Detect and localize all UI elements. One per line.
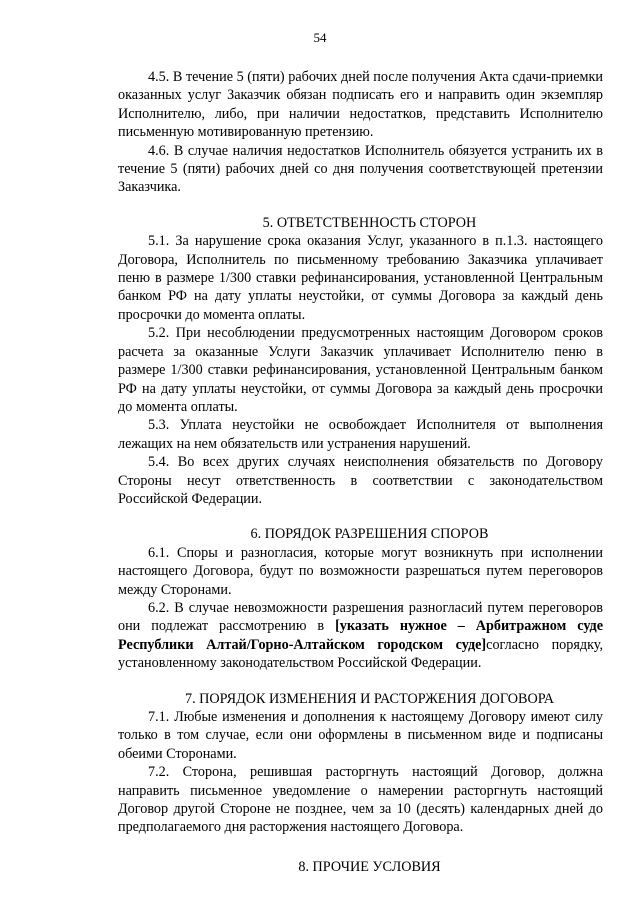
clause-7-1: 7.1. Любые изменения и дополнения к настоящему Договору имеют силу только в том случае, если они оформлены в письменном виде и подписаны обеими Сторонами. [118, 709, 603, 762]
clause-6-2 [118, 599, 603, 673]
clause-4-6: 4.6. В случае наличия недостатков Исполнитель обязуется устранить их в течение 5 (пяти) рабочих дней со дня получения соответствующей претензии Заказчика. [118, 142, 603, 196]
section-5-heading: 5. ОТВЕТСТВЕННОСТЬ СТОРОН [262, 214, 477, 231]
clause-6-2-start: 6.2. В случае невозможности разрешения разногласий путем переговоров они подлежат рассмотрению в [118, 599, 603, 635]
section-6-heading: 6. ПОРЯДОК РАЗРЕШЕНИЯ СПОРОВ [250, 526, 489, 543]
clause-5-1: 5.1. За нарушение срока оказания Услуг, указанного в п.1.3. настоящего Договора, Исполнитель по письменному требованию Заказчика уплачивает пеню в размере 1/300 ставки рефинансирования, установленной Центральным банком РФ на дату уплаты неустойки, от суммы Договора за каждый день просрочки до момента оплаты. [118, 233, 603, 323]
clause-7-2: 7.2. Сторона, решившая расторгнуть настоящий Договор, должна направить письменное уведомление о намерении расторгнуть настоящий Договор другой Стороне не позднее, чем за 10 (десять) календарных дней до предполагаемого дня расторжения настоящего Договора. [118, 764, 603, 836]
clause-6-2-court-placeholder: [указать нужное – Арбитражном суде Республики Алтай/Горно-Алтайском городском суде] [118, 618, 604, 653]
section-7-heading: 7. ПОРЯДОК ИЗМЕНЕНИЯ И РАСТОРЖЕНИЯ ДОГОВОРА [184, 690, 555, 707]
document-body [118, 68, 603, 876]
clause-5-3: 5.3. Уплата неустойки не освобождает Исполнителя от выполнения лежащих на нем обязательств или устранения нарушений. [118, 417, 603, 452]
clause-5-2: 5.2. При несоблюдении предусмотренных настоящим Договором сроков расчета за оказанные Услуги Заказчик уплачивает Исполнителю пеню в размере 1/300 ставки рефинансирования, установленной Центральным банком РФ на дату уплаты неустойки, от суммы Договора за каждый день просрочки до момента оплаты. [118, 325, 603, 415]
clause-6-2-end: согласно порядку, установленному законодательством Российской Федерации. [118, 636, 603, 672]
page-number: 54 [313, 30, 327, 45]
clause-5-4: 5.4. Во всех других случаях неисполнения обязательств по Договору Стороны несут ответственность в соответствии с законодательством Российской Федерации. [118, 454, 603, 507]
section-8-heading: 8. ПРОЧИЕ УСЛОВИЯ [298, 858, 441, 875]
clause-4-5: 4.5. В течение 5 (пяти) рабочих дней после получения Акта сдачи-приемки оказанных услуг Заказчик обязан подписать его и направить один экземпляр Исполнителю, либо, при наличии недостатков, представить Исполнителю письменную мотивированную претензию. [118, 69, 603, 141]
clause-6-1: 6.1. Споры и разногласия, которые могут возникнуть при исполнении настоящего Договора, будут по возможности разрешаться путем переговоров между Сторонами. [118, 544, 603, 598]
